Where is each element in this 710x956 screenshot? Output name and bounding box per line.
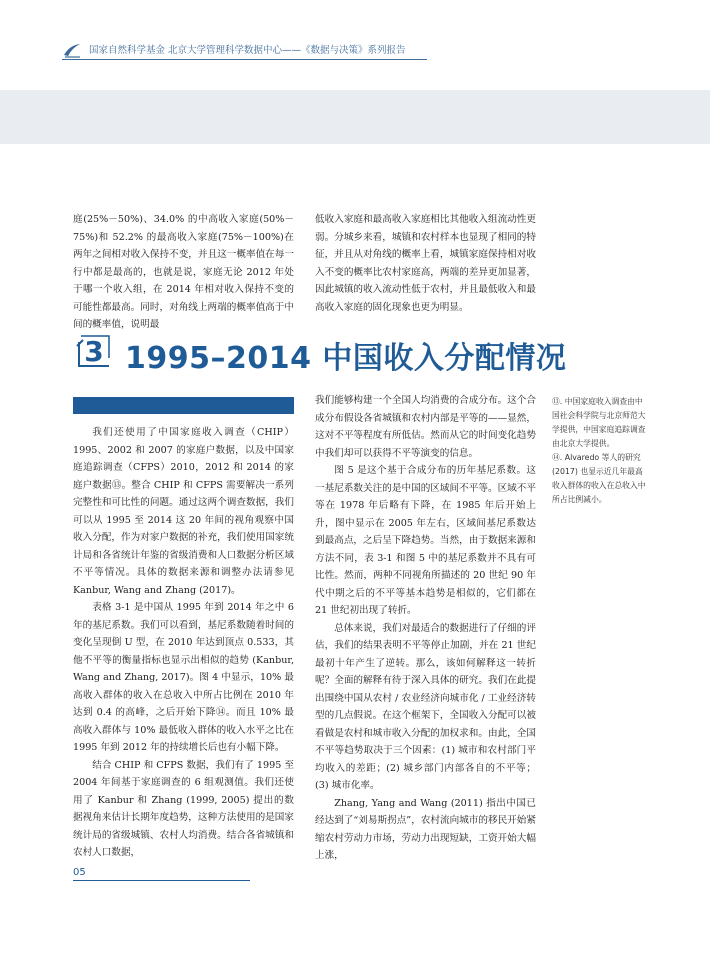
page-number: 05 — [73, 867, 86, 878]
top-left-paragraph — [73, 211, 294, 334]
sidenotes — [552, 395, 646, 507]
decorative-band — [0, 90, 710, 144]
body-paragraph: 总体来说，我们对最适合的数据进行了仔细的评估，我们的结果表明不平等停止加剧，并在 21 世纪最初十年产生了逆转。那么，该如何解释这一转折呢？全面的解释有待于深入具体的研究。我们在此提出围绕中国从农村 / 农业经济向城市化 / 工业经济转型的几点假说。在这个框架下，全国收入分配可以被看做是农村和城市收入分配的加权求和。由此，全国不平等趋势取决于三个因素：(1) 城市和农村部门平均收入的差距；(2) 城乡部门内部各自的不平等；(3) 城市化率。 — [315, 622, 536, 791]
section-number: 3 — [84, 335, 104, 368]
sidenote: ⑭. Alvaredo 等人的研究 (2017) 也显示近几年最高收入群体的收入在总收入中所占比例减小。 — [552, 453, 646, 504]
body-paragraph: 表格 3-1 是中国从 1995 年到 2014 年之中 6 年的基尼系数。我们可以看到，基尼系数随着时间的变化呈现倒 U 型，在 2010 年达到顶点 0.533，其他不平等的衡量指标也显示出相似的趋势 (Kanbur, Wang and Zhang, 2017)。图 4 中显示，10% 最高收入群体的收入在总收入中所占比例在 2010 年达到 0.4 的高峰，之后开始下降⑭。而且 10% 最高收入群体与 10% 最低收入群体的收入水平之比在 1995 年到 2012 年的持续增长后也有小幅下降。 — [73, 602, 294, 753]
section-accent-bar — [73, 397, 294, 414]
top-right-paragraph — [315, 211, 536, 316]
paragraph-text: 低收入家庭和最高收入家庭相比其他收入组流动性更弱。分城乡来看，城镇和农村样本也显现了相同的特征，并且从对角线的概率上看，城镇家庭保持相对收入不变的概率比农村家庭高，两端的差异更加显著，因此城镇的收入流动性低于农村，并且最低收入和最高收入家庭的固化现象也更为明显。 — [315, 214, 536, 313]
running-header-title: 国家自然科学基金 北京大学管理科学数据中心——《数据与决策》系列报告 — [89, 45, 406, 56]
section-title: 1995–2014 中国收入分配情况 — [125, 341, 567, 376]
body-paragraph: 图 5 是这个基于合成分布的历年基尼系数。这一基尼系数关注的是中国的区域间不平等。区域不平等在 1978 年后略有下降，在 1985 年后开始上升，图中显示在 2005 年左右，区域间基尼系数达到最高点，之后呈下降趋势。当然，由于数据来源和方法不同，表 3-1 和图 5 中的基尼系数并不具有可比性。然而，两种不同视角所描述的 20 世纪 90 年代中期之后的不平等基本趋势是相似的，它们都在 21 世纪初出现了转折。 — [315, 465, 536, 616]
swoosh-logo-icon — [62, 40, 82, 60]
header-divider — [62, 59, 427, 60]
body-paragraph: 结合 CHIP 和 CFPS 数据，我们有了 1995 至 2004 年间基于家庭调查的 6 组观测值。我们还使用了 Kanbur 和 Zhang (1999, 2005) 提出的数据视角来估计长期年度趋势，这种方法使用的是国家统计局的省级城镇、农村人均消费。结合各省城镇和农村人口数据， — [73, 759, 294, 858]
paragraph-text: 庭(25%－50%)、34.0% 的中高收入家庭(50%－75%)和 52.2% 的最高收入家庭(75%－100%)在两年之间相对收入保持不变，并且这一概率值在每一行中都是最高的，也就是说，家庭无论 2012 年处于哪一个收入组，在 2014 年相对收入保持不变的可能性都最高。同时，对角线上两端的概率值高于中间的概率值，说明最 — [73, 214, 294, 330]
main-right-column — [315, 392, 536, 865]
main-left-column — [73, 424, 294, 862]
body-paragraph: Zhang, Yang and Wang (2011) 指出中国已经达到了“刘易斯拐点”，农村流向城市的移民开始紧缩农村劳动力市场，劳动力出现短缺，工资开始大幅上涨， — [315, 797, 536, 861]
body-paragraph: 我们能够构建一个全国人均消费的合成分布。这个合成分布假设各省城镇和农村内部是平等的——显然，这对不平等程度有所低估。然而从它的时间变化趋势中我们却可以获得不平等演变的信息。 — [315, 395, 536, 459]
sidenote: ⑬. 中国家庭收入调查由中国社会科学院与北京师范大学提供，中国家庭追踪调查由北京大学提供。 — [552, 397, 646, 448]
body-paragraph: 我们还使用了中国家庭收入调查（CHIP）1995、2002 和 2007 的家庭户数据，以及中国家庭追踪调查（CFPS）2010，2012 和 2014 的家庭户数据⑬。整合 CHIP 和 CFPS 需要解决一系列完整性和可比性的问题。通过这两个调查数据，我们可以从 1995 至 2014 这 20 年间的视角观察中国收入分配，作为对家户数据的补充，我们使用国家统计局和各省统计年鉴的省级消费和人口数据分析区域不平等情况。具体的数据来源和调整办法请参见 Kanbur, Wang and Zhang (2017)。 — [73, 427, 294, 596]
footer-divider — [73, 880, 250, 881]
section-number-badge — [75, 332, 113, 370]
